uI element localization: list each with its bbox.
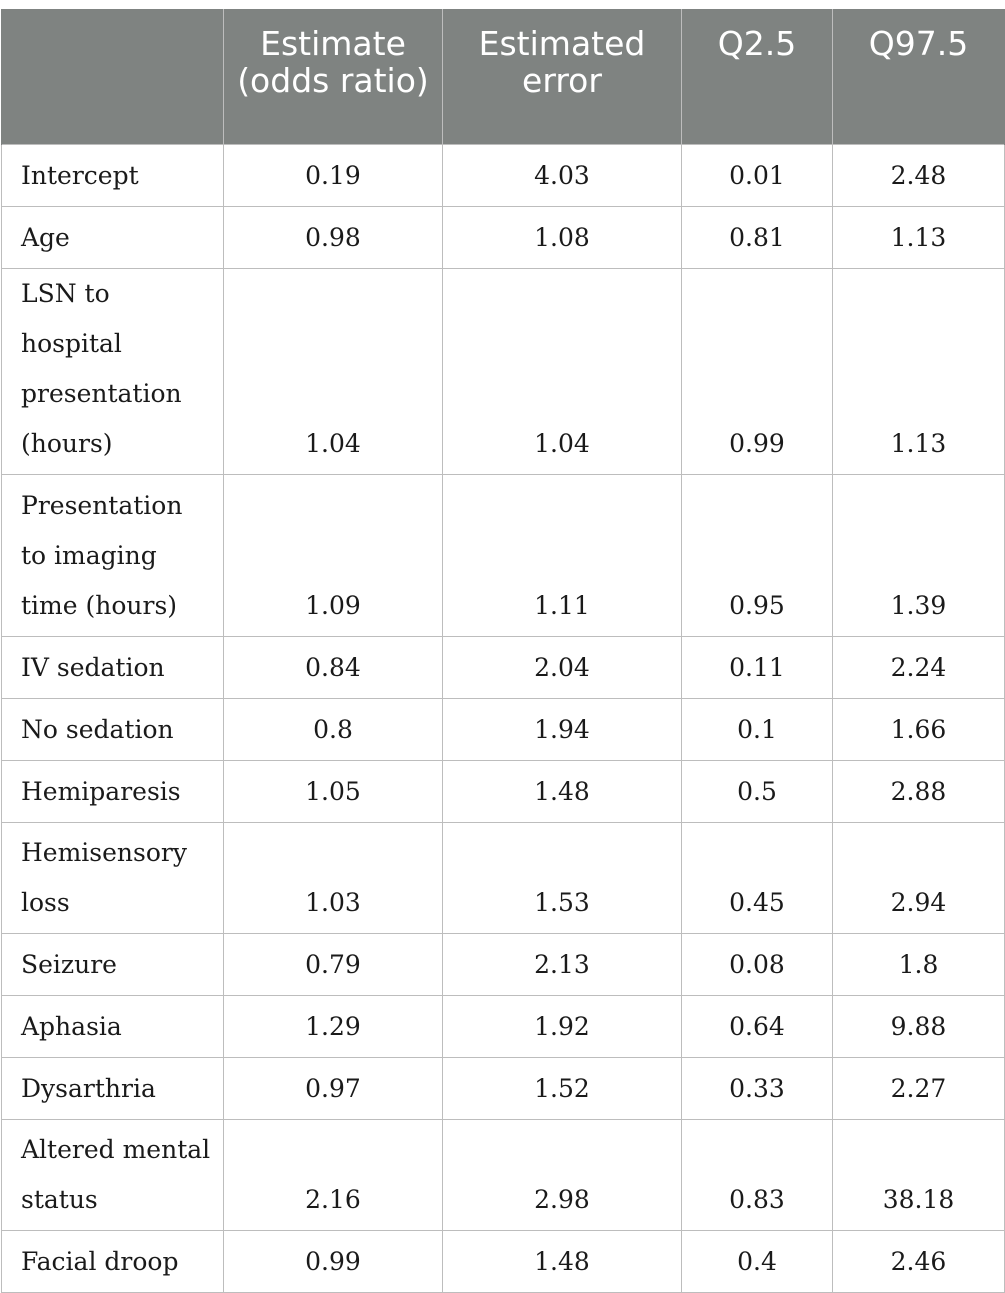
q97-5-cell: 2.48	[833, 144, 1005, 206]
odds-ratio-table	[1, 9, 1005, 1293]
table-row	[2, 933, 1005, 995]
q2-5-cell: 0.99	[682, 268, 833, 474]
estimate-cell: 1.05	[224, 760, 443, 822]
estimate-cell: 0.19	[224, 144, 443, 206]
q97-5-cell: 1.66	[833, 698, 1005, 760]
q2-5-cell: 0.45	[682, 822, 833, 933]
error-cell: 1.11	[443, 474, 682, 636]
estimate-cell: 0.84	[224, 636, 443, 698]
q2-5-cell: 0.81	[682, 206, 833, 268]
q97-5-cell: 1.39	[833, 474, 1005, 636]
q2-5-cell: 0.4	[682, 1230, 833, 1292]
table-row	[2, 1057, 1005, 1119]
table-row	[2, 760, 1005, 822]
table-row	[2, 698, 1005, 760]
q2-5-cell: 0.1	[682, 698, 833, 760]
header-q97-5: Q97.5	[833, 9, 1005, 144]
row-label: Facial droop	[2, 1230, 224, 1292]
header-estimate: Estimate (odds ratio)	[224, 9, 443, 144]
q2-5-cell: 0.95	[682, 474, 833, 636]
estimate-cell: 1.29	[224, 995, 443, 1057]
row-label: Age	[2, 206, 224, 268]
error-cell: 2.13	[443, 933, 682, 995]
q97-5-cell: 9.88	[833, 995, 1005, 1057]
header-estimated-error: Estimated error	[443, 9, 682, 144]
estimate-cell: 0.8	[224, 698, 443, 760]
q2-5-cell: 0.64	[682, 995, 833, 1057]
table-row	[2, 1119, 1005, 1230]
q97-5-cell: 2.24	[833, 636, 1005, 698]
q97-5-cell: 2.88	[833, 760, 1005, 822]
estimate-cell: 0.79	[224, 933, 443, 995]
q2-5-cell: 0.5	[682, 760, 833, 822]
error-cell: 1.48	[443, 760, 682, 822]
row-label: IV sedation	[2, 636, 224, 698]
q97-5-cell: 2.94	[833, 822, 1005, 933]
error-cell: 4.03	[443, 144, 682, 206]
header-variable	[2, 9, 224, 144]
error-cell: 1.08	[443, 206, 682, 268]
error-cell: 1.04	[443, 268, 682, 474]
estimate-cell: 1.09	[224, 474, 443, 636]
q97-5-cell: 38.18	[833, 1119, 1005, 1230]
table-row	[2, 268, 1005, 474]
q97-5-cell: 2.27	[833, 1057, 1005, 1119]
row-label: Seizure	[2, 933, 224, 995]
header-row	[2, 9, 1005, 144]
row-label: Presentation to imaging time (hours)	[2, 474, 224, 636]
error-cell: 1.52	[443, 1057, 682, 1119]
error-cell: 1.92	[443, 995, 682, 1057]
q2-5-cell: 0.33	[682, 1057, 833, 1119]
table-row	[2, 995, 1005, 1057]
row-label: Dysarthria	[2, 1057, 224, 1119]
row-label: No sedation	[2, 698, 224, 760]
table-row	[2, 206, 1005, 268]
table-row	[2, 822, 1005, 933]
q2-5-cell: 0.01	[682, 144, 833, 206]
estimate-cell: 1.03	[224, 822, 443, 933]
error-cell: 2.98	[443, 1119, 682, 1230]
estimate-cell: 0.98	[224, 206, 443, 268]
error-cell: 1.53	[443, 822, 682, 933]
q2-5-cell: 0.08	[682, 933, 833, 995]
q97-5-cell: 1.13	[833, 206, 1005, 268]
table-row	[2, 1230, 1005, 1292]
estimate-cell: 0.99	[224, 1230, 443, 1292]
table-row	[2, 474, 1005, 636]
row-label: LSN to hospital presentation (hours)	[2, 268, 224, 474]
q2-5-cell: 0.83	[682, 1119, 833, 1230]
header-q2-5: Q2.5	[682, 9, 833, 144]
row-label: Hemiparesis	[2, 760, 224, 822]
table-row	[2, 636, 1005, 698]
row-label: Intercept	[2, 144, 224, 206]
q2-5-cell: 0.11	[682, 636, 833, 698]
estimate-cell: 2.16	[224, 1119, 443, 1230]
q97-5-cell: 1.13	[833, 268, 1005, 474]
row-label: Altered mental status	[2, 1119, 224, 1230]
q97-5-cell: 2.46	[833, 1230, 1005, 1292]
table-row	[2, 144, 1005, 206]
row-label: Hemisensory loss	[2, 822, 224, 933]
error-cell: 2.04	[443, 636, 682, 698]
q97-5-cell: 1.8	[833, 933, 1005, 995]
estimate-cell: 0.97	[224, 1057, 443, 1119]
error-cell: 1.94	[443, 698, 682, 760]
row-label: Aphasia	[2, 995, 224, 1057]
estimate-cell: 1.04	[224, 268, 443, 474]
error-cell: 1.48	[443, 1230, 682, 1292]
